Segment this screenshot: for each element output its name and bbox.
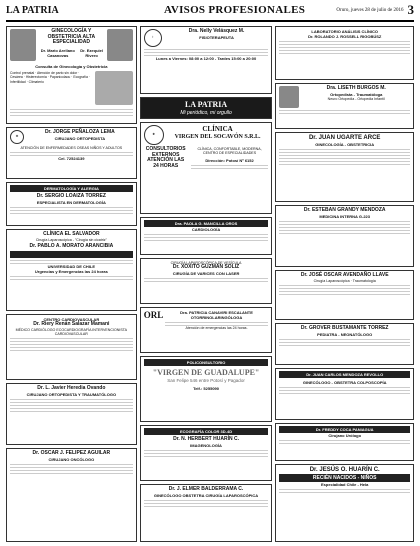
ad-ugarte-arce: Dr. JUAN UGARTE ARCE GINECOLOGÍA - OBSTETRICIA xyxy=(275,132,414,202)
doctor-photo xyxy=(10,29,36,61)
doctor-photo xyxy=(107,29,133,61)
doctor-photo xyxy=(279,86,299,108)
ad-bustamante: Dr. GROVER BUSTAMANTE TORREZ PEDIATRA - NEONATÓLOGO xyxy=(275,323,414,365)
ad-laboratorio: LABORATORIO ANÁLISIS CLÍNICO Dr. ROLANDO J. ROSSELL RIGOBÚSZ xyxy=(275,26,414,80)
ad-balderrama: Dr. J. ELMER BALDERRAMA C. GINECÓLOGO OBSTETRA CIRUGÍA LAPAROSCÓPICA xyxy=(140,484,273,542)
ad-penaloza: ✚ Dr. JORGE PEÑALOZA LEMA CIRUJANO ORTOPEDISTA ATENCIÓN DE ENFERMEDADES OSEAS NIÑOS Y ADULTOS Cel. 72524139 xyxy=(6,127,137,179)
ad-cirugia-vesicula: CIRUGÍA LAPAROSCÓPICA DE VESÍCULA Dr. XOXITO GUZMÁN SOLIZ CIRUGÍA DE VARICES CON LASER xyxy=(140,258,273,304)
ad-clinica-virgen-socavon: ✚ CLÍNICA VIRGEN DEL SOCAVÓN S.R.L. CONSULTORIOS EXTERNOS ATENCIÓN LAS 24 HORAS CLÍNICA, CONFORTABLE, MODERNA, CENTRO DE ESPECIALIDADES Dirección: Potosí Nº 6152 xyxy=(140,122,273,214)
logo-icon: ✚ xyxy=(10,130,24,144)
issue-date: Oruro, jueves 28 de julio de 2016 xyxy=(336,7,404,13)
ad-felipez: Dr. OSCAR J. FELIPEZ AGUILAR CIRUJANO ONCÓLOGO xyxy=(6,448,137,542)
ad-fisioterapia: ⚕ Dra. Nelly Velásquez M. FISIOTERAPEUTA Lunes a Viernes: 08:00 a 12:00 - Tardes 15:00 a 20:00 xyxy=(140,26,273,94)
ad-ginecologia: GINECOLOGÍA Y OBSTETRICIA ALTA ESPECIALIDAD Dr. Mario Arellano Casanovas Dr. Ezequiel Rivero Consulta de Ginecología y Obstetricia Control prenatal · Atención de parto sin dolor · Cesárea · Histerectomía · Papanicolaou · Ecografía · Infertilidad · Climaterio xyxy=(6,26,137,124)
ad-cardiologia: Dra. PAOLA G. MANCILLA OROS CARDIOLOGÍA xyxy=(140,217,273,255)
logo-icon: ✚ xyxy=(144,125,164,145)
ad-coca-paniagua: Dr. FREDDY COCA PANIAGUA Cirujano Urólogo xyxy=(275,423,414,461)
ad-ecografia: ECOGRAFÍA COLOR 3D-4D Dr. N. HERBERT HUARÍN C. IMAGENOLOGÍA xyxy=(140,425,273,481)
ad-huarin: Dr. JESÚS O. HUARÍN C. RECIÉN NACIDOS - NIÑOS Especialidad Chile - Hela xyxy=(275,464,414,542)
page-header xyxy=(6,0,414,22)
ad-columns xyxy=(6,26,414,542)
column-left xyxy=(6,26,137,542)
ad-clinica-salvador: CLÍNICA EL SALVADOR Cirugía Laparoscópica - "Cirugía sin cicatriz" Dr. PABLO A. MORATO ARANCIBIA UNIVERSIDAD DE CHILE Urgencias y Emergencias las 24 horas xyxy=(6,229,137,311)
ad-centro-cardiovascular: CENTRO CARDIOVASCULAR Dr. Riery Renán Salazar Mamani MÉDICO CARDIÓLOGO ECOCARDIOGRAFÍA INTERVENCIONISTA CARDIOVASCULAR xyxy=(6,314,137,380)
section-title: AVISOS PROFESIONALES xyxy=(164,4,306,16)
ad-title: GINECOLOGÍA Y OBSTETRICIA ALTA ESPECIALIDAD xyxy=(47,28,96,45)
ad-dermatologia: DERMATOLOGÍA Y ALERGIA Dr. SERGIO LOAIZA TORREZ ESPECIALISTA EN DERMATOLOGÍA xyxy=(6,182,137,226)
ad-la-patria: LA PATRIA Mi periódico, mi orgullo xyxy=(140,97,273,119)
ad-heredia-ovando: Dr. L. Javier Heredia Ovando CIRUJANO ORTOPEDISTA Y TRAUMATÓLOGO xyxy=(6,383,137,445)
ad-burgos: Dra. LISETH BURGOS M. Ortopedista - Traumatóloga Neuro Ortopedia - Ortopedia Infantil xyxy=(275,83,414,129)
page-number: 3 xyxy=(407,2,414,17)
ad-policonsultorio: POLICONSULTORIO "VIRGEN DE GUADALUPE" San Felipe 546 entre Potosí y Pagador Telf.: 5255090 xyxy=(140,356,273,422)
column-center xyxy=(140,26,273,542)
ad-mendoza-revollo: Dr. JUAN CARLOS MENDOZA REVOLLO GINECÓLOGO - OBSTETRA COLPOSCOPÍA xyxy=(275,368,414,420)
ad-avendano: Dr. JOSÉ OSCAR AVENDAÑO LLAVE Cirugía Laparoscópica · Traumatología xyxy=(275,270,414,320)
ad-grandy-mendoza: Dr. ESTEBAN GRANDY MENDOZA MEDICINA INTERNA G-223 xyxy=(275,205,414,267)
ad-orl: ORL Dra. PATRICIA CANAVIRI ESCALANTE OTORRINOLARINGÓLOGA Atención de emergencias las 24 horas. xyxy=(140,307,273,353)
publication-name: LA PATRIA xyxy=(6,4,59,16)
column-right xyxy=(275,26,414,542)
ultrasound-image xyxy=(95,71,133,105)
logo-icon: ⚕ xyxy=(144,29,162,47)
